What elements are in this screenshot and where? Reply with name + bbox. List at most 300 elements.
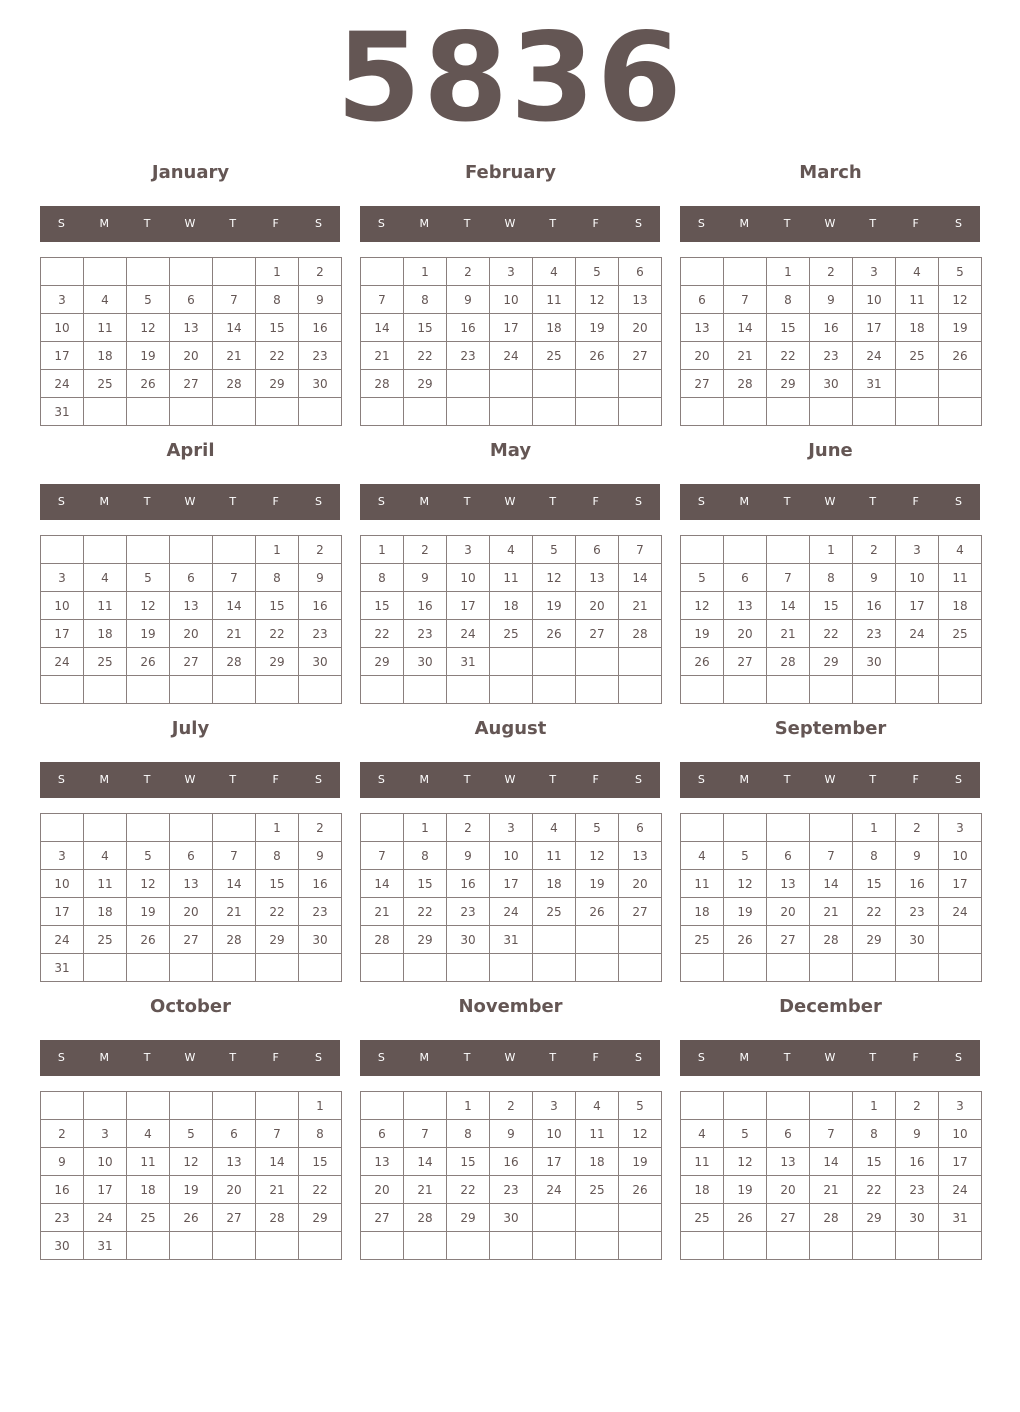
day-cell [84, 676, 127, 704]
week-row [41, 592, 342, 620]
day-cell: 4 [681, 842, 724, 870]
day-cell: 21 [810, 898, 853, 926]
day-cell: 1 [853, 1092, 896, 1120]
weekday-label: M [739, 495, 750, 508]
day-cell [490, 676, 533, 704]
day-cell: 13 [213, 1148, 256, 1176]
day-cell: 7 [767, 564, 810, 592]
day-cell: 9 [490, 1120, 533, 1148]
day-grid [40, 257, 342, 426]
day-cell: 29 [810, 648, 853, 676]
day-cell [767, 1232, 810, 1260]
day-cell: 7 [213, 564, 256, 592]
day-cell: 19 [619, 1148, 662, 1176]
day-cell [490, 370, 533, 398]
weekday-label: T [229, 773, 237, 786]
week-row [361, 398, 662, 426]
day-cell: 3 [84, 1120, 127, 1148]
day-cell [853, 676, 896, 704]
day-cell: 29 [256, 648, 299, 676]
day-cell: 10 [41, 314, 84, 342]
day-cell [41, 676, 84, 704]
day-cell: 26 [576, 342, 619, 370]
day-cell: 27 [619, 898, 662, 926]
day-cell: 1 [767, 258, 810, 286]
day-cell: 19 [576, 314, 619, 342]
day-cell: 28 [767, 648, 810, 676]
day-cell: 16 [404, 592, 447, 620]
day-cell: 16 [896, 870, 939, 898]
day-cell: 7 [724, 286, 767, 314]
week-row [361, 1176, 662, 1204]
day-cell: 25 [84, 648, 127, 676]
day-cell: 22 [447, 1176, 490, 1204]
day-cell: 5 [939, 258, 982, 286]
day-cell [939, 1232, 982, 1260]
day-cell: 7 [213, 842, 256, 870]
day-cell: 5 [681, 564, 724, 592]
week-row [681, 592, 982, 620]
day-cell [170, 258, 213, 286]
day-cell [299, 398, 342, 426]
day-cell: 21 [404, 1176, 447, 1204]
day-cell: 28 [213, 648, 256, 676]
day-cell: 20 [767, 898, 810, 926]
day-cell: 11 [84, 314, 127, 342]
weekday-label: S [377, 217, 385, 230]
day-cell: 14 [361, 870, 404, 898]
weekday-label: S [314, 1051, 322, 1064]
day-cell [447, 398, 490, 426]
day-cell: 31 [490, 926, 533, 954]
day-cell: 11 [681, 1148, 724, 1176]
day-cell [84, 398, 127, 426]
day-cell: 20 [213, 1176, 256, 1204]
day-cell [724, 954, 767, 982]
day-cell: 2 [299, 814, 342, 842]
day-cell: 23 [41, 1204, 84, 1232]
day-cell [724, 536, 767, 564]
weekday-label: T [463, 1051, 471, 1064]
day-cell [404, 676, 447, 704]
day-cell: 29 [853, 1204, 896, 1232]
weekday-label: S [314, 773, 322, 786]
day-cell: 16 [853, 592, 896, 620]
weekday-label: F [912, 1051, 919, 1064]
week-row [41, 926, 342, 954]
weekday-label: T [143, 217, 151, 230]
day-cell: 26 [681, 648, 724, 676]
weekday-label: W [824, 1051, 836, 1064]
month-name: January [151, 162, 230, 183]
day-cell: 8 [256, 564, 299, 592]
week-row [41, 536, 342, 564]
day-cell: 29 [447, 1204, 490, 1232]
day-cell: 5 [724, 1120, 767, 1148]
day-cell: 9 [853, 564, 896, 592]
day-cell: 24 [533, 1176, 576, 1204]
day-cell: 27 [170, 926, 213, 954]
weekday-label: S [314, 495, 322, 508]
day-cell: 10 [490, 286, 533, 314]
weekday-label: W [824, 217, 836, 230]
weekday-label: S [377, 495, 385, 508]
week-row [681, 1176, 982, 1204]
day-cell: 11 [533, 842, 576, 870]
day-cell: 28 [361, 926, 404, 954]
day-cell: 25 [533, 898, 576, 926]
day-cell: 13 [576, 564, 619, 592]
day-cell: 20 [170, 898, 213, 926]
weekday-label: S [634, 1051, 642, 1064]
day-cell [619, 370, 662, 398]
week-row [41, 1092, 342, 1120]
weekday-label: T [229, 217, 237, 230]
day-cell: 27 [767, 1204, 810, 1232]
day-cell: 24 [447, 620, 490, 648]
week-row [681, 398, 982, 426]
day-cell: 8 [767, 286, 810, 314]
day-cell: 14 [213, 592, 256, 620]
day-cell: 24 [490, 898, 533, 926]
day-cell [127, 954, 170, 982]
month-name: April [166, 440, 215, 461]
day-cell: 10 [447, 564, 490, 592]
day-cell [619, 398, 662, 426]
day-cell [170, 536, 213, 564]
day-cell: 19 [724, 898, 767, 926]
day-cell: 29 [256, 370, 299, 398]
day-cell: 20 [170, 342, 213, 370]
day-cell [213, 954, 256, 982]
day-cell [810, 676, 853, 704]
day-cell [619, 1204, 662, 1232]
day-cell: 9 [299, 842, 342, 870]
day-cell [681, 398, 724, 426]
week-row [681, 1092, 982, 1120]
day-cell [213, 1232, 256, 1260]
month-name: September [774, 718, 887, 739]
week-row [41, 648, 342, 676]
day-cell: 3 [490, 814, 533, 842]
weekday-label: M [99, 495, 110, 508]
day-cell: 16 [299, 870, 342, 898]
day-cell: 1 [447, 1092, 490, 1120]
month-name: December [779, 996, 882, 1017]
weekday-label: S [954, 773, 962, 786]
weekday-label: S [697, 773, 705, 786]
day-cell: 14 [810, 1148, 853, 1176]
day-cell: 2 [299, 536, 342, 564]
weekday-header [40, 1040, 340, 1076]
day-cell: 1 [361, 536, 404, 564]
day-cell: 3 [41, 564, 84, 592]
week-row [681, 1232, 982, 1260]
day-cell: 25 [576, 1176, 619, 1204]
day-cell: 25 [681, 926, 724, 954]
week-row [681, 564, 982, 592]
day-cell: 4 [84, 286, 127, 314]
day-cell [404, 954, 447, 982]
week-row [361, 898, 662, 926]
weekday-label: T [229, 495, 237, 508]
weekday-label: F [272, 1051, 279, 1064]
day-cell: 18 [576, 1148, 619, 1176]
weekday-header [680, 484, 980, 520]
day-cell: 22 [404, 342, 447, 370]
weekday-header [680, 762, 980, 798]
day-cell [724, 676, 767, 704]
day-cell [447, 1232, 490, 1260]
day-cell: 16 [896, 1148, 939, 1176]
day-grid [40, 535, 342, 704]
weekday-label: M [99, 217, 110, 230]
day-cell [256, 676, 299, 704]
day-cell [127, 258, 170, 286]
day-cell: 16 [447, 870, 490, 898]
day-cell: 13 [619, 286, 662, 314]
day-cell [41, 814, 84, 842]
day-cell [361, 258, 404, 286]
week-row [681, 898, 982, 926]
day-cell: 8 [256, 842, 299, 870]
day-cell: 5 [170, 1120, 213, 1148]
day-grid [40, 1091, 342, 1260]
day-cell: 16 [41, 1176, 84, 1204]
day-cell: 3 [939, 814, 982, 842]
day-cell: 25 [896, 342, 939, 370]
day-cell [619, 648, 662, 676]
weekday-header [360, 1040, 660, 1076]
month-name: November [458, 996, 563, 1017]
week-row [361, 814, 662, 842]
day-cell [533, 954, 576, 982]
day-cell [404, 398, 447, 426]
day-cell: 18 [84, 342, 127, 370]
day-cell: 11 [939, 564, 982, 592]
day-cell [619, 926, 662, 954]
day-cell: 23 [299, 342, 342, 370]
day-cell [576, 1232, 619, 1260]
day-cell: 22 [853, 898, 896, 926]
day-cell: 25 [127, 1204, 170, 1232]
day-cell: 7 [810, 1120, 853, 1148]
day-cell: 6 [213, 1120, 256, 1148]
day-cell [533, 648, 576, 676]
day-cell [767, 536, 810, 564]
day-cell [810, 954, 853, 982]
day-cell: 19 [576, 870, 619, 898]
week-row [361, 314, 662, 342]
day-cell: 25 [490, 620, 533, 648]
weekday-label: M [419, 773, 430, 786]
day-cell: 27 [170, 648, 213, 676]
day-cell: 19 [724, 1176, 767, 1204]
weekday-label: F [592, 495, 599, 508]
day-cell: 11 [490, 564, 533, 592]
day-cell [256, 398, 299, 426]
day-cell: 6 [170, 564, 213, 592]
day-cell: 13 [619, 842, 662, 870]
weekday-label: T [783, 217, 791, 230]
day-cell [170, 676, 213, 704]
day-cell: 1 [853, 814, 896, 842]
day-cell: 2 [490, 1092, 533, 1120]
day-cell: 22 [767, 342, 810, 370]
day-cell: 10 [939, 1120, 982, 1148]
weekday-label: S [954, 217, 962, 230]
day-cell [619, 954, 662, 982]
day-cell: 13 [681, 314, 724, 342]
week-row [361, 1232, 662, 1260]
day-cell: 25 [681, 1204, 724, 1232]
day-cell: 18 [490, 592, 533, 620]
week-row [681, 1120, 982, 1148]
day-cell: 26 [724, 926, 767, 954]
day-cell [490, 398, 533, 426]
day-cell [84, 258, 127, 286]
month-name: October [150, 996, 231, 1017]
day-cell: 5 [127, 286, 170, 314]
day-cell: 30 [490, 1204, 533, 1232]
day-cell: 4 [533, 814, 576, 842]
weekday-header [680, 206, 980, 242]
day-cell [41, 536, 84, 564]
day-cell: 10 [41, 870, 84, 898]
day-cell: 20 [724, 620, 767, 648]
day-cell: 19 [127, 898, 170, 926]
weekday-label: W [184, 217, 196, 230]
weekday-label: T [783, 1051, 791, 1064]
day-cell: 24 [41, 370, 84, 398]
month-name: July [171, 718, 210, 739]
day-cell [533, 370, 576, 398]
week-row [41, 1176, 342, 1204]
day-cell: 1 [256, 814, 299, 842]
day-cell: 26 [619, 1176, 662, 1204]
day-cell: 12 [619, 1120, 662, 1148]
day-cell: 17 [490, 314, 533, 342]
day-cell: 20 [767, 1176, 810, 1204]
day-grid [360, 1091, 662, 1260]
day-cell: 6 [767, 842, 810, 870]
weekday-label: S [57, 217, 65, 230]
day-cell: 7 [619, 536, 662, 564]
day-cell: 29 [256, 926, 299, 954]
weekday-label: T [549, 773, 557, 786]
day-cell: 23 [299, 898, 342, 926]
day-cell: 4 [490, 536, 533, 564]
day-cell: 23 [810, 342, 853, 370]
day-cell [256, 954, 299, 982]
day-cell: 4 [127, 1120, 170, 1148]
weekday-label: W [824, 773, 836, 786]
day-cell: 14 [213, 314, 256, 342]
day-cell [724, 258, 767, 286]
week-row [361, 1092, 662, 1120]
day-cell [576, 954, 619, 982]
day-cell: 18 [84, 898, 127, 926]
day-cell [170, 814, 213, 842]
day-cell: 20 [619, 870, 662, 898]
day-cell [84, 536, 127, 564]
day-cell: 22 [256, 342, 299, 370]
day-cell [767, 1092, 810, 1120]
day-cell [256, 1092, 299, 1120]
day-cell [767, 398, 810, 426]
day-cell [127, 536, 170, 564]
day-cell: 2 [447, 258, 490, 286]
day-cell [896, 954, 939, 982]
day-cell: 30 [896, 926, 939, 954]
day-cell: 14 [256, 1148, 299, 1176]
day-cell: 27 [681, 370, 724, 398]
day-cell: 8 [299, 1120, 342, 1148]
day-cell: 17 [533, 1148, 576, 1176]
day-cell: 29 [361, 648, 404, 676]
day-cell: 11 [84, 592, 127, 620]
day-cell: 30 [810, 370, 853, 398]
weekday-label: M [419, 1051, 430, 1064]
day-cell: 26 [724, 1204, 767, 1232]
day-cell: 25 [84, 370, 127, 398]
weekday-label: F [272, 217, 279, 230]
day-cell: 17 [41, 898, 84, 926]
day-cell: 13 [361, 1148, 404, 1176]
day-cell: 9 [299, 564, 342, 592]
day-cell: 31 [447, 648, 490, 676]
week-row [41, 620, 342, 648]
day-cell: 9 [404, 564, 447, 592]
day-cell: 6 [619, 258, 662, 286]
day-cell: 27 [361, 1204, 404, 1232]
day-cell [939, 926, 982, 954]
weekday-label: W [824, 495, 836, 508]
day-cell: 5 [127, 564, 170, 592]
week-row [681, 1204, 982, 1232]
day-cell [170, 1232, 213, 1260]
week-row [361, 648, 662, 676]
day-cell [170, 954, 213, 982]
day-cell: 3 [447, 536, 490, 564]
day-cell: 12 [170, 1148, 213, 1176]
week-row [361, 954, 662, 982]
day-cell [724, 1092, 767, 1120]
week-row [361, 620, 662, 648]
day-cell: 22 [404, 898, 447, 926]
day-cell: 9 [447, 286, 490, 314]
day-cell: 17 [896, 592, 939, 620]
day-cell: 11 [576, 1120, 619, 1148]
day-cell: 3 [896, 536, 939, 564]
day-cell: 24 [896, 620, 939, 648]
day-cell: 26 [127, 648, 170, 676]
day-cell: 17 [939, 870, 982, 898]
day-grid [40, 813, 342, 982]
day-cell: 22 [256, 620, 299, 648]
weekday-label: S [634, 217, 642, 230]
day-cell: 21 [256, 1176, 299, 1204]
day-cell: 8 [404, 286, 447, 314]
day-cell: 27 [724, 648, 767, 676]
day-cell [724, 814, 767, 842]
weekday-label: T [463, 217, 471, 230]
day-cell [447, 370, 490, 398]
day-cell: 3 [41, 842, 84, 870]
week-row [681, 814, 982, 842]
day-cell: 19 [127, 342, 170, 370]
day-cell [939, 370, 982, 398]
